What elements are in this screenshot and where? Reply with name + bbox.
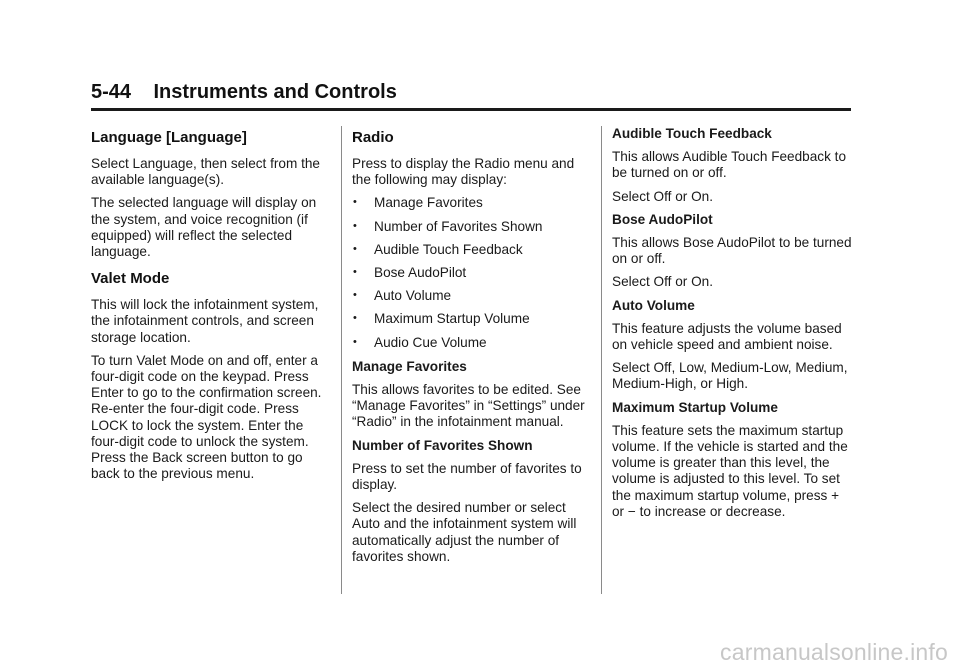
page-number: 5-44 bbox=[91, 81, 132, 103]
auto-volume-subheading: Auto Volume bbox=[612, 297, 695, 313]
language-paragraph-1: Select Language, then select from the available language(s). bbox=[91, 156, 320, 188]
page-header bbox=[91, 80, 851, 111]
radio-heading: Radio bbox=[352, 129, 394, 146]
auto-volume-paragraph-1: This feature adjusts the volume based on vehicle speed and ambient noise. bbox=[612, 320, 842, 353]
language-heading: Language [Language] bbox=[91, 129, 247, 146]
maximum-startup-volume-subheading: Maximum Startup Volume bbox=[612, 399, 778, 415]
radio-menu-list bbox=[352, 195, 592, 350]
number-of-favorites-paragraph-1: Press to set the number of favorites to display. bbox=[352, 460, 582, 493]
column-left bbox=[91, 126, 331, 489]
list-item: • Auto Volume bbox=[353, 288, 452, 304]
number-of-favorites-paragraph-2: Select the desired number or select Auto and the infotainment system will automatically adjust the number of favorites shown. bbox=[352, 500, 577, 564]
valet-paragraph-2: To turn Valet Mode on and off, enter a four-digit code on the keypad. Press Enter to go to the confirmation screen. Re-enter the four-digit code. Press LOCK to lock the system. Enter the four-digit code to unlock the system. Press the Back screen button to go back to the previous menu. bbox=[91, 352, 322, 482]
bose-paragraph-2: Select Off or On. bbox=[612, 274, 713, 290]
bullet-icon: • bbox=[353, 219, 357, 232]
bullet-icon: • bbox=[353, 242, 357, 255]
valet-mode-heading: Valet Mode bbox=[91, 270, 170, 288]
manage-favorites-subheading: Manage Favorites bbox=[352, 358, 467, 374]
valet-paragraph-1: This will lock the infotainment system, the infotainment controls, and screen storage location. bbox=[91, 297, 319, 345]
column-right bbox=[612, 126, 852, 527]
audible-paragraph-2: Select Off or On. bbox=[612, 188, 713, 204]
chapter-title: Instruments and Controls bbox=[153, 81, 397, 103]
language-paragraph-2: The selected language will display on the system, and voice recognition (if equipped) will reflect the selected language. bbox=[91, 195, 317, 260]
column-divider-right bbox=[601, 126, 602, 594]
bullet-icon: • bbox=[353, 335, 357, 348]
manage-favorites-paragraph: This allows favorites to be edited. See “Manage Favorites” in “Settings” under “Radio” in the infotainment manual. bbox=[352, 382, 585, 430]
column-divider-left bbox=[341, 126, 342, 594]
list-item: • Audio Cue Volume bbox=[353, 334, 487, 350]
audible-touch-feedback-subheading: Audible Touch Feedback bbox=[612, 126, 772, 141]
list-item: • Maximum Startup Volume bbox=[353, 311, 530, 327]
auto-volume-paragraph-2: Select Off, Low, Medium-Low, Medium, Medium-High, or High. bbox=[612, 360, 848, 392]
bullet-icon: • bbox=[353, 266, 357, 279]
bose-paragraph-1: This allows Bose AudoPilot to be turned on or off. bbox=[612, 235, 852, 267]
bullet-icon: • bbox=[353, 196, 357, 209]
list-item: • Number of Favorites Shown bbox=[353, 218, 543, 234]
bullet-icon: • bbox=[353, 312, 357, 325]
bose-audopilot-subheading: Bose AudoPilot bbox=[612, 211, 713, 227]
list-item: • Audible Touch Feedback bbox=[353, 241, 523, 257]
watermark: carmanualsonline.info bbox=[720, 639, 948, 665]
list-item: • Manage Favorites bbox=[353, 195, 483, 211]
audible-paragraph-1: This allows Audible Touch Feedback to be turned on or off. bbox=[612, 149, 846, 181]
maximum-startup-volume-paragraph: This feature sets the maximum startup volume. If the vehicle is started and the volume is greater than this level, the volume is adjusted to this level. To set the maximum startup volume, press + or − to increase or decrease. bbox=[612, 422, 848, 519]
number-of-favorites-subheading: Number of Favorites Shown bbox=[352, 437, 533, 453]
list-item: • Bose AudoPilot bbox=[353, 265, 467, 281]
radio-intro: Press to display the Radio menu and the following may display: bbox=[352, 156, 575, 188]
column-middle bbox=[352, 126, 592, 572]
bullet-icon: • bbox=[353, 289, 357, 302]
